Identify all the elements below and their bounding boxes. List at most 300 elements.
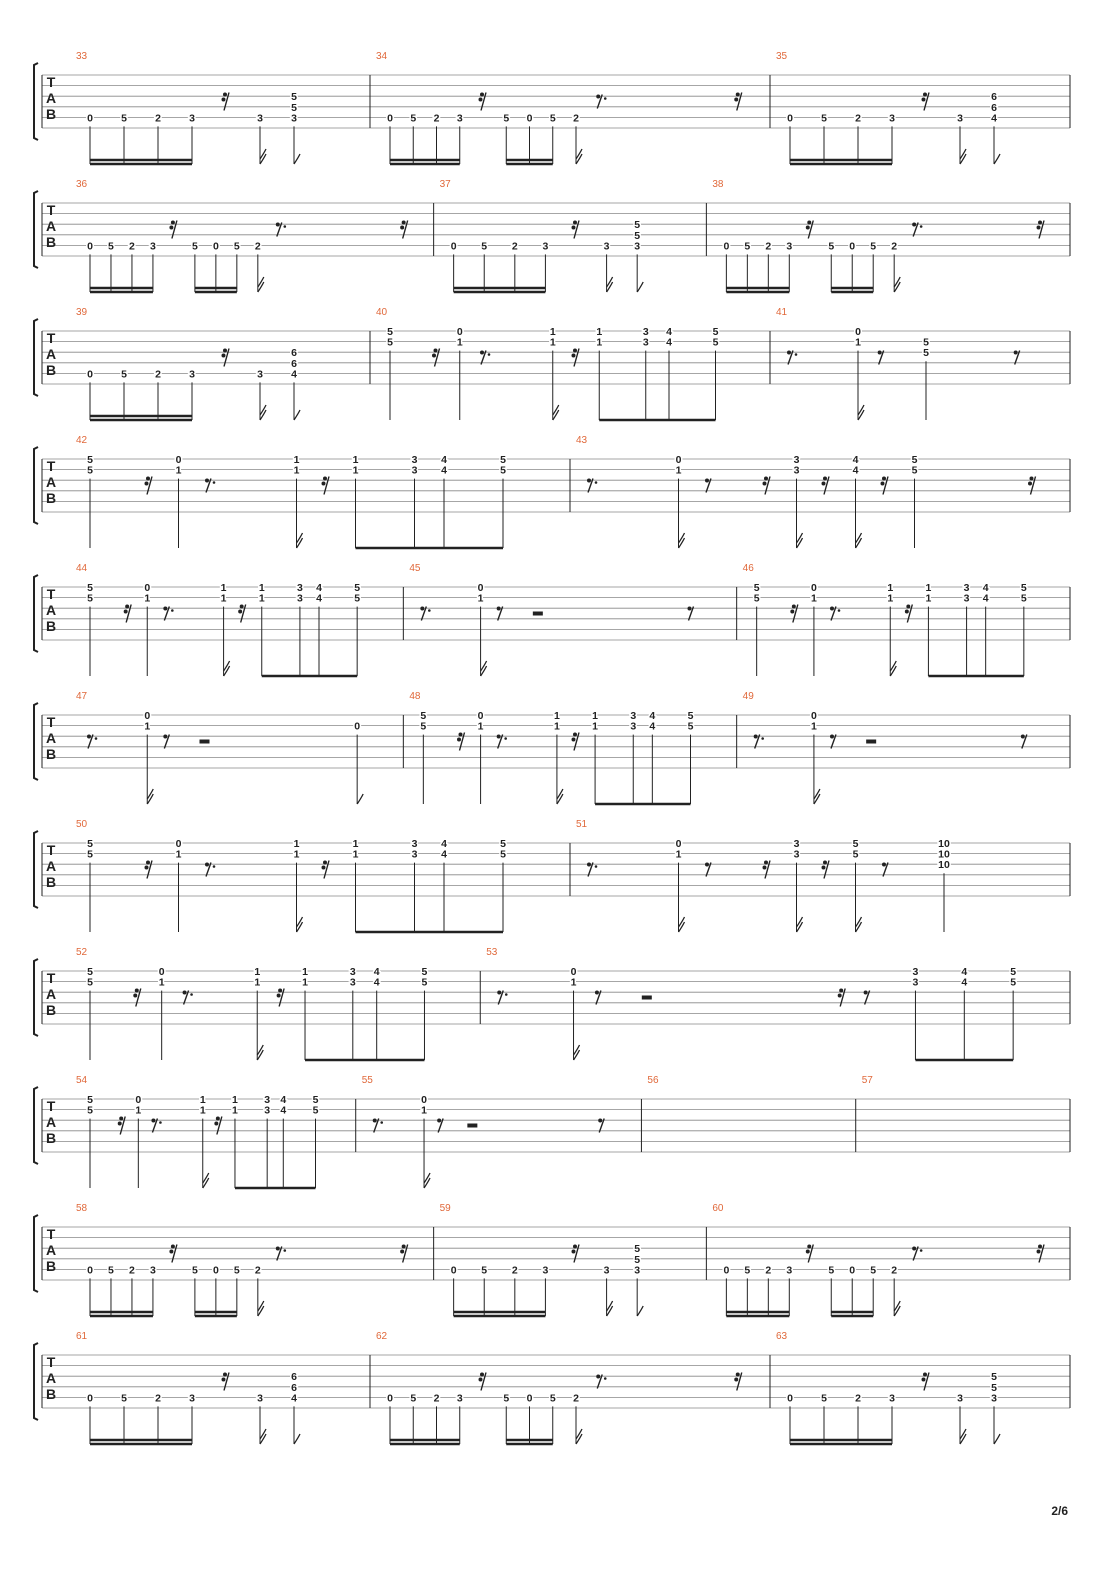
rest-flag-dot — [434, 349, 438, 353]
tab-clef-letter: T — [46, 1098, 56, 1114]
rest-2 — [533, 612, 543, 616]
note-flag — [679, 533, 685, 543]
rest-16 — [400, 221, 408, 239]
fret-number: 3 — [991, 1392, 997, 1405]
fret-number: 4 — [316, 592, 322, 605]
rest-16 — [806, 221, 814, 239]
fret-number: 3 — [264, 1094, 271, 1106]
fret-number: 3 — [912, 966, 919, 978]
rest-flag-dot — [402, 1245, 406, 1249]
rest-flag-dot — [572, 738, 576, 742]
rest-flag-dot — [402, 221, 406, 225]
fret-number: 4 — [441, 464, 447, 477]
fret-number: 3 — [957, 112, 963, 125]
fret-number: 5 — [121, 112, 127, 125]
rest-flag-dot — [480, 93, 484, 97]
fret-number: 10 — [938, 848, 950, 861]
rest-flag-dot — [479, 98, 483, 102]
rest-flag-dot — [223, 1373, 227, 1377]
rest-flag-dot — [135, 989, 139, 993]
fret-number: 5 — [87, 966, 93, 978]
fret-number: 0 — [87, 1264, 93, 1277]
fret-number: 4 — [441, 838, 447, 850]
fret-number: 1 — [144, 592, 151, 605]
fret-number: 3 — [150, 1264, 156, 1277]
rest-16 — [400, 1245, 408, 1263]
measure-number: 51 — [576, 819, 588, 830]
fret-number: 3 — [189, 112, 195, 125]
fret-number: 2 — [155, 368, 161, 381]
fret-number: 3 — [542, 240, 549, 253]
fret-number: 5 — [291, 91, 297, 104]
rest-flag-dot — [323, 477, 327, 481]
fret-number: 4 — [280, 1094, 287, 1106]
measure-number: 35 — [776, 51, 788, 62]
rest-16 — [238, 605, 246, 623]
rest-flag-dot — [205, 863, 209, 867]
rest-dot — [283, 1249, 286, 1252]
measure-number: 48 — [409, 691, 421, 702]
rest-16 — [432, 349, 440, 367]
rest-flag-dot — [923, 1373, 927, 1377]
rest-flag-dot — [734, 1378, 738, 1382]
rest-dot — [488, 353, 491, 356]
fret-number: 3 — [189, 368, 195, 381]
fret-number: 5 — [420, 710, 427, 722]
system-bracket — [34, 447, 38, 524]
rest-16 — [822, 477, 830, 495]
rest-flag-dot — [1030, 477, 1034, 481]
fret-number: 3 — [630, 710, 637, 722]
fret-number: 5 — [744, 1264, 751, 1277]
note-flag — [994, 154, 1000, 164]
note-flag — [574, 1045, 580, 1055]
measure-number: 42 — [76, 435, 88, 446]
rest-flag-dot — [822, 482, 826, 486]
rest-16 — [572, 221, 580, 239]
fret-number: 1 — [352, 848, 359, 861]
rest-flag-dot — [322, 482, 326, 486]
rest-flag-dot — [432, 354, 436, 358]
fret-number: 3 — [603, 1264, 610, 1277]
rest-2 — [642, 996, 652, 1000]
rest-dot — [95, 737, 98, 740]
measure-number: 46 — [742, 563, 754, 574]
fret-number: 3 — [291, 112, 297, 125]
rest-flag-dot — [878, 351, 882, 355]
rest-flag-dot — [216, 1117, 220, 1121]
fret-number: 5 — [87, 582, 93, 594]
fret-number: 1 — [258, 582, 265, 594]
rest-flag-dot — [806, 1250, 810, 1254]
rest-flag-dot — [171, 221, 175, 225]
rest-flag-dot — [119, 1117, 123, 1121]
rest-16 — [1037, 1245, 1045, 1263]
fret-number: 3 — [793, 848, 800, 861]
rest-flag-dot — [807, 1245, 811, 1249]
fret-number: 1 — [352, 454, 359, 466]
tab-clef-letter: T — [46, 330, 56, 346]
rest-16 — [169, 1245, 177, 1263]
fret-number: 3 — [411, 454, 418, 466]
fret-number: 1 — [592, 720, 599, 733]
measure-number: 57 — [861, 1075, 873, 1086]
rest-16 — [169, 221, 177, 239]
rest-flag-dot — [1021, 735, 1025, 739]
rest-flag-dot — [169, 1250, 173, 1254]
rest-16 — [479, 93, 487, 111]
fret-number: 3 — [793, 838, 800, 850]
rest-flag-dot — [322, 866, 326, 870]
rest-flag-dot — [572, 354, 576, 358]
note-flag — [147, 789, 153, 799]
rest-flag-dot — [151, 1119, 155, 1123]
tab-clef-letter: A — [45, 346, 57, 362]
fret-number: 1 — [810, 592, 817, 605]
measure-number: 50 — [76, 819, 88, 830]
fret-number: 5 — [410, 1392, 417, 1405]
rest-flag-dot — [277, 994, 281, 998]
tab-clef-letter: T — [46, 586, 56, 602]
fret-number: 2 — [129, 240, 135, 253]
rest-flag-dot — [223, 93, 227, 97]
rest-dot — [505, 993, 508, 996]
fret-number: 3 — [786, 1264, 793, 1277]
rest-flag-dot — [276, 1247, 280, 1251]
system-bracket — [34, 575, 38, 652]
fret-number: 5 — [753, 592, 760, 605]
fret-number: 0 — [387, 112, 393, 125]
note-flag — [890, 661, 896, 671]
system-bracket — [34, 319, 38, 396]
rest-4-dotted — [276, 223, 286, 237]
fret-number: 1 — [232, 1104, 238, 1117]
fret-number: 3 — [634, 1264, 641, 1277]
fret-number: 2 — [855, 112, 861, 125]
rest-flag-dot — [822, 866, 826, 870]
rest-flag-dot — [705, 863, 709, 867]
fret-number: 5 — [1020, 582, 1027, 594]
note-flag — [856, 533, 862, 543]
fret-number: 0 — [87, 368, 93, 381]
rest-flag-dot — [223, 349, 227, 353]
rest-flag-dot — [420, 607, 424, 611]
tab-clef-letter: T — [46, 1354, 56, 1370]
rest-flag-dot — [163, 735, 167, 739]
rest-2 — [467, 1124, 477, 1128]
fret-number: 1 — [887, 582, 894, 594]
fret-number: 1 — [220, 582, 227, 594]
fret-number: 4 — [852, 464, 859, 477]
rest-flag-dot — [125, 605, 129, 609]
fret-number: 5 — [1010, 966, 1017, 978]
note-flag — [294, 410, 300, 420]
measure-number: 61 — [76, 1331, 88, 1342]
fret-number: 1 — [553, 710, 560, 722]
rest-dot — [283, 225, 286, 228]
fret-number: 1 — [175, 464, 182, 477]
measure-number: 62 — [376, 1331, 388, 1342]
measure-number: 60 — [712, 1203, 724, 1214]
fret-number: 5 — [387, 326, 393, 338]
fret-number: 3 — [264, 1104, 271, 1117]
note-flag — [294, 154, 300, 164]
rest-flag-dot — [205, 479, 209, 483]
fret-number: 4 — [666, 326, 672, 338]
system-bracket — [34, 1215, 38, 1292]
rest-flag-dot — [459, 733, 463, 737]
fret-number: 0 — [387, 1392, 393, 1405]
fret-number: 2 — [155, 112, 161, 125]
rest-flag-dot — [1037, 226, 1041, 230]
rest-flag-dot — [497, 607, 501, 611]
rest-dot — [190, 993, 193, 996]
rest-flag-dot — [587, 479, 591, 483]
rest-flag-dot — [906, 605, 910, 609]
rest-flag-dot — [87, 735, 91, 739]
fret-number: 5 — [87, 838, 93, 850]
rest-dot — [920, 225, 923, 228]
fret-number: 1 — [925, 592, 932, 605]
fret-number: 6 — [991, 101, 997, 114]
fret-number: 3 — [889, 112, 895, 125]
tab-clef-letter: A — [45, 1242, 57, 1258]
tab-clef-letter: A — [45, 218, 57, 234]
rest-flag-dot — [118, 1122, 122, 1126]
fret-number: 5 — [481, 240, 488, 253]
tab-clef-letter: B — [45, 106, 57, 122]
rest-flag-dot — [497, 991, 501, 995]
fret-number: 5 — [687, 710, 694, 722]
fret-number: 1 — [135, 1104, 142, 1117]
rest-16 — [479, 1373, 487, 1391]
note-flag — [894, 1301, 900, 1311]
fret-number: 0 — [175, 454, 182, 466]
fret-number: 4 — [961, 976, 968, 989]
rest-16 — [572, 349, 580, 367]
fret-number: 1 — [596, 326, 603, 338]
rest-flag-dot — [240, 605, 244, 609]
fret-number: 0 — [144, 710, 151, 722]
rest-flag-dot — [1037, 1250, 1041, 1254]
fret-number: 5 — [549, 112, 556, 125]
rest-dot — [504, 737, 507, 740]
fret-number: 5 — [870, 240, 877, 253]
note-flag — [637, 282, 643, 292]
rest-flag-dot — [830, 735, 834, 739]
tab-clef-letter: A — [45, 858, 57, 874]
note-flag — [797, 917, 803, 927]
rest-16 — [145, 861, 153, 879]
fret-number: 5 — [233, 240, 240, 253]
fret-number: 1 — [675, 464, 682, 477]
measure-number: 36 — [76, 179, 88, 190]
rest-flag-dot — [1028, 482, 1032, 486]
tab-clef-letter: A — [45, 90, 57, 106]
fret-number: 3 — [642, 336, 649, 349]
rest-2 — [200, 740, 210, 744]
rest-flag-dot — [400, 1250, 404, 1254]
fret-number: 5 — [1010, 976, 1017, 989]
rest-flag-dot — [596, 95, 600, 99]
rest-2 — [866, 740, 876, 744]
rest-flag-dot — [278, 989, 282, 993]
rest-dot — [213, 481, 216, 484]
fret-number: 1 — [175, 848, 182, 861]
fret-number: 4 — [852, 454, 859, 466]
fret-number: 5 — [312, 1094, 319, 1106]
fret-number: 5 — [500, 454, 506, 466]
rest-16 — [222, 349, 230, 367]
note-flag — [814, 789, 820, 799]
rest-flag-dot — [171, 1245, 175, 1249]
tab-clef-letter: B — [45, 362, 57, 378]
fret-number: 5 — [87, 454, 93, 466]
rest-dot — [595, 481, 598, 484]
rest-flag-dot — [276, 223, 280, 227]
fret-number: 3 — [411, 848, 418, 861]
rest-flag-dot — [573, 221, 577, 225]
rest-16 — [734, 93, 742, 111]
tab-clef-letter: T — [46, 74, 56, 90]
rest-flag-dot — [596, 1375, 600, 1379]
rest-dot — [380, 1121, 383, 1124]
fret-number: 4 — [316, 582, 322, 594]
rest-16 — [124, 605, 132, 623]
fret-number: 5 — [821, 1392, 827, 1405]
tab-clef-letter: T — [46, 202, 56, 218]
fret-number: 5 — [753, 582, 760, 594]
fret-number: 3 — [603, 240, 610, 253]
rest-flag-dot — [169, 226, 173, 230]
fret-number: 3 — [963, 592, 970, 605]
fret-number: 3 — [542, 1264, 549, 1277]
fret-number: 0 — [849, 1264, 856, 1277]
rest-flag-dot — [905, 610, 909, 614]
rest-16 — [905, 605, 913, 623]
measure-number: 47 — [76, 691, 88, 702]
fret-number: 5 — [870, 1264, 877, 1277]
fret-number: 5 — [291, 101, 297, 114]
fret-number: 5 — [852, 838, 859, 850]
rest-16 — [1028, 477, 1036, 495]
rest-flag-dot — [595, 991, 599, 995]
tab-clef-letter: B — [45, 618, 57, 634]
fret-number: 1 — [293, 838, 300, 850]
fret-number: 5 — [1020, 592, 1027, 605]
rest-flag-dot — [792, 605, 796, 609]
rest-flag-dot — [497, 735, 501, 739]
fret-number: 1 — [293, 454, 300, 466]
tab-clef-letter: T — [46, 970, 56, 986]
system-bracket — [34, 831, 38, 908]
rest-flag-dot — [705, 479, 709, 483]
fret-number: 1 — [925, 582, 932, 594]
note-flag — [258, 277, 264, 287]
note-flag — [994, 1434, 1000, 1444]
tab-clef-letter: T — [46, 842, 56, 858]
system-bracket — [34, 1087, 38, 1164]
fret-number: 5 — [354, 582, 361, 594]
tab-clef-letter: B — [45, 1130, 57, 1146]
rest-flag-dot — [922, 1378, 926, 1382]
fret-number: 3 — [189, 1392, 195, 1405]
note-flag — [607, 277, 613, 287]
measure-number: 55 — [361, 1075, 373, 1086]
fret-number: 1 — [220, 592, 227, 605]
rest-16 — [881, 477, 889, 495]
rest-flag-dot — [736, 93, 740, 97]
fret-number: 0 — [477, 710, 484, 722]
tab-clef-letter: B — [45, 1386, 57, 1402]
note-flag — [576, 149, 582, 159]
rest-16 — [457, 733, 465, 751]
fret-number: 5 — [712, 326, 719, 338]
rest-16 — [133, 989, 141, 1007]
fret-number: 5 — [500, 848, 506, 861]
fret-number: 3 — [957, 1392, 963, 1405]
fret-number: 3 — [793, 454, 800, 466]
fret-number: 1 — [553, 720, 560, 733]
fret-number: 1 — [596, 336, 603, 349]
rest-flag-dot — [864, 991, 868, 995]
fret-number: 1 — [456, 336, 463, 349]
fret-number: 4 — [373, 976, 380, 989]
fret-number: 0 — [87, 1392, 93, 1405]
fret-number: 5 — [354, 592, 361, 605]
note-flag — [960, 1429, 966, 1439]
fret-number: 10 — [938, 859, 950, 872]
rest-16 — [277, 989, 285, 1007]
tab-clef-letter: B — [45, 746, 57, 762]
fret-number: 0 — [354, 720, 361, 733]
rest-16 — [572, 733, 580, 751]
rest-flag-dot — [457, 738, 461, 742]
fret-number: 5 — [634, 1243, 641, 1256]
fret-number: 1 — [810, 720, 817, 733]
rest-flag-dot — [806, 226, 810, 230]
fret-number: 1 — [144, 720, 151, 733]
fret-number: 0 — [175, 838, 182, 850]
fret-number: 1 — [675, 848, 682, 861]
fret-number: 0 — [787, 112, 793, 125]
fret-number: 1 — [887, 592, 894, 605]
rest-flag-dot — [222, 98, 226, 102]
fret-number: 5 — [481, 1264, 488, 1277]
fret-number: 0 — [158, 966, 165, 978]
fret-number: 5 — [420, 720, 427, 733]
rest-flag-dot — [912, 223, 916, 227]
fret-number: 3 — [889, 1392, 895, 1405]
rest-16 — [763, 861, 771, 879]
rest-flag-dot — [734, 98, 738, 102]
measure-number: 33 — [76, 51, 88, 62]
rest-dot — [428, 609, 431, 612]
rest-flag-dot — [790, 610, 794, 614]
rest-16 — [214, 1117, 222, 1135]
rest-flag-dot — [222, 1378, 226, 1382]
rest-16 — [572, 1245, 580, 1263]
measure-number: 54 — [76, 1075, 88, 1086]
page-number: 2/6 — [1051, 1504, 1068, 1518]
rest-flag-dot — [572, 1250, 576, 1254]
fret-number: 5 — [712, 336, 719, 349]
rest-flag-dot — [587, 863, 591, 867]
fret-number: 0 — [450, 240, 457, 253]
measure-number: 41 — [776, 307, 788, 318]
note-flag — [258, 1301, 264, 1311]
fret-number: 4 — [649, 720, 656, 733]
